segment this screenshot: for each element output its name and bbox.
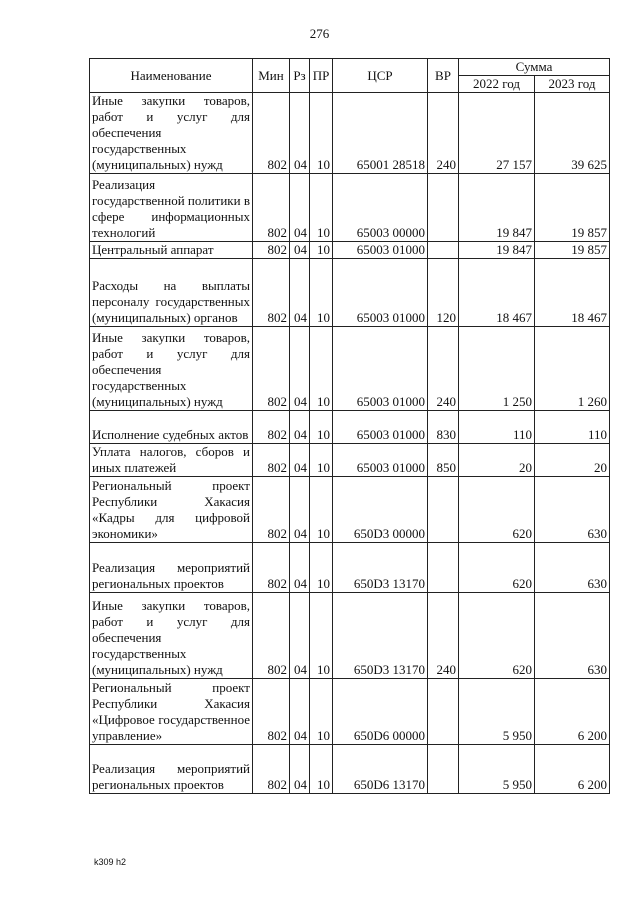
header-pr: ПР	[310, 59, 333, 93]
cell-vr: 240	[428, 593, 459, 679]
cell-pr: 10	[310, 543, 333, 593]
cell-vr	[428, 543, 459, 593]
cell-pr: 10	[310, 93, 333, 174]
cell-vr: 120	[428, 259, 459, 327]
table-row	[90, 543, 610, 593]
cell-y2022: 620	[459, 543, 535, 593]
header-rz: Рз	[290, 59, 310, 93]
table-row	[90, 411, 610, 444]
cell-y2022: 19 847	[459, 174, 535, 242]
cell-name: Региональный проект Республики Хакасия «Цифровое государственное управление»	[90, 679, 253, 745]
table-row	[90, 477, 610, 543]
header-sum: Сумма	[459, 59, 610, 76]
cell-csr: 65003 01000	[333, 259, 428, 327]
cell-y2023: 6 200	[535, 679, 610, 745]
cell-csr: 65003 01000	[333, 411, 428, 444]
header-vr: ВР	[428, 59, 459, 93]
cell-csr: 650D3 00000	[333, 477, 428, 543]
cell-y2023: 39 625	[535, 93, 610, 174]
header-min: Мин	[253, 59, 290, 93]
cell-rz: 04	[290, 174, 310, 242]
header-name: Наименование	[90, 59, 253, 93]
cell-rz: 04	[290, 259, 310, 327]
cell-y2022: 1 250	[459, 327, 535, 411]
cell-y2022: 5 950	[459, 745, 535, 794]
cell-pr: 10	[310, 593, 333, 679]
cell-pr: 10	[310, 477, 333, 543]
table-row	[90, 327, 610, 411]
cell-rz: 04	[290, 93, 310, 174]
cell-vr	[428, 242, 459, 259]
cell-min: 802	[253, 679, 290, 745]
cell-name: Иные закупки товаров, работ и услуг для обеспечения государственных (муниципальных) нужд	[90, 327, 253, 411]
cell-y2022: 27 157	[459, 93, 535, 174]
cell-y2023: 110	[535, 411, 610, 444]
cell-y2023: 19 857	[535, 242, 610, 259]
cell-y2022: 110	[459, 411, 535, 444]
cell-csr: 65003 01000	[333, 242, 428, 259]
cell-y2022: 620	[459, 593, 535, 679]
cell-y2023: 6 200	[535, 745, 610, 794]
cell-pr: 10	[310, 259, 333, 327]
cell-min: 802	[253, 174, 290, 242]
cell-name: Исполнение судебных актов	[90, 411, 253, 444]
cell-name: Реализация мероприятий региональных проектов	[90, 745, 253, 794]
cell-rz: 04	[290, 593, 310, 679]
cell-vr: 240	[428, 327, 459, 411]
cell-name: Расходы на выплаты персоналу государственных (муниципальных) органов	[90, 259, 253, 327]
table-row	[90, 242, 610, 259]
cell-min: 802	[253, 745, 290, 794]
cell-rz: 04	[290, 745, 310, 794]
budget-table	[89, 58, 610, 794]
cell-pr: 10	[310, 411, 333, 444]
cell-name: Реализация государственной политики в сфере информационных технологий	[90, 174, 253, 242]
cell-name: Уплата налогов, сборов и иных платежей	[90, 444, 253, 477]
cell-rz: 04	[290, 444, 310, 477]
table-row	[90, 593, 610, 679]
cell-y2023: 19 857	[535, 174, 610, 242]
cell-pr: 10	[310, 242, 333, 259]
cell-min: 802	[253, 477, 290, 543]
cell-csr: 650D6 00000	[333, 679, 428, 745]
cell-name: Региональный проект Республики Хакасия «Кадры для цифровой экономики»	[90, 477, 253, 543]
table-row	[90, 93, 610, 174]
cell-y2023: 20	[535, 444, 610, 477]
cell-pr: 10	[310, 444, 333, 477]
cell-rz: 04	[290, 679, 310, 745]
cell-name: Иные закупки товаров, работ и услуг для обеспечения государственных (муниципальных) нужд	[90, 93, 253, 174]
cell-name: Реализация мероприятий региональных проектов	[90, 543, 253, 593]
page-number: 276	[309, 26, 330, 41]
cell-y2022: 20	[459, 444, 535, 477]
cell-min: 802	[253, 327, 290, 411]
cell-csr: 65001 28518	[333, 93, 428, 174]
cell-y2023: 630	[535, 593, 610, 679]
cell-y2022: 620	[459, 477, 535, 543]
cell-y2023: 630	[535, 543, 610, 593]
cell-rz: 04	[290, 477, 310, 543]
cell-min: 802	[253, 242, 290, 259]
cell-rz: 04	[290, 327, 310, 411]
table-row	[90, 444, 610, 477]
table-row	[90, 679, 610, 745]
cell-name: Центральный аппарат	[90, 242, 253, 259]
cell-y2023: 1 260	[535, 327, 610, 411]
cell-csr: 650D3 13170	[333, 543, 428, 593]
header-csr: ЦСР	[333, 59, 428, 93]
cell-rz: 04	[290, 242, 310, 259]
table-body	[90, 93, 610, 794]
cell-y2023: 18 467	[535, 259, 610, 327]
cell-pr: 10	[310, 745, 333, 794]
cell-min: 802	[253, 259, 290, 327]
cell-vr	[428, 174, 459, 242]
cell-csr: 650D6 13170	[333, 745, 428, 794]
cell-min: 802	[253, 93, 290, 174]
cell-pr: 10	[310, 327, 333, 411]
cell-csr: 650D3 13170	[333, 593, 428, 679]
cell-pr: 10	[310, 174, 333, 242]
cell-min: 802	[253, 593, 290, 679]
cell-vr: 830	[428, 411, 459, 444]
cell-csr: 65003 01000	[333, 444, 428, 477]
cell-min: 802	[253, 411, 290, 444]
cell-y2022: 19 847	[459, 242, 535, 259]
cell-csr: 65003 00000	[333, 174, 428, 242]
cell-min: 802	[253, 444, 290, 477]
cell-pr: 10	[310, 679, 333, 745]
cell-rz: 04	[290, 411, 310, 444]
cell-y2022: 5 950	[459, 679, 535, 745]
cell-vr: 850	[428, 444, 459, 477]
header-year-2023: 2023 год	[535, 76, 610, 93]
table-row	[90, 259, 610, 327]
cell-rz: 04	[290, 543, 310, 593]
cell-vr	[428, 477, 459, 543]
cell-vr: 240	[428, 93, 459, 174]
cell-y2022: 18 467	[459, 259, 535, 327]
footer-code: k309 h2	[94, 857, 127, 867]
header-year-2022: 2022 год	[459, 76, 535, 93]
table-row	[90, 745, 610, 794]
cell-name: Иные закупки товаров, работ и услуг для обеспечения государственных (муниципальных) нужд	[90, 593, 253, 679]
cell-vr	[428, 679, 459, 745]
cell-vr	[428, 745, 459, 794]
cell-y2023: 630	[535, 477, 610, 543]
table-row	[90, 174, 610, 242]
cell-csr: 65003 01000	[333, 327, 428, 411]
cell-min: 802	[253, 543, 290, 593]
